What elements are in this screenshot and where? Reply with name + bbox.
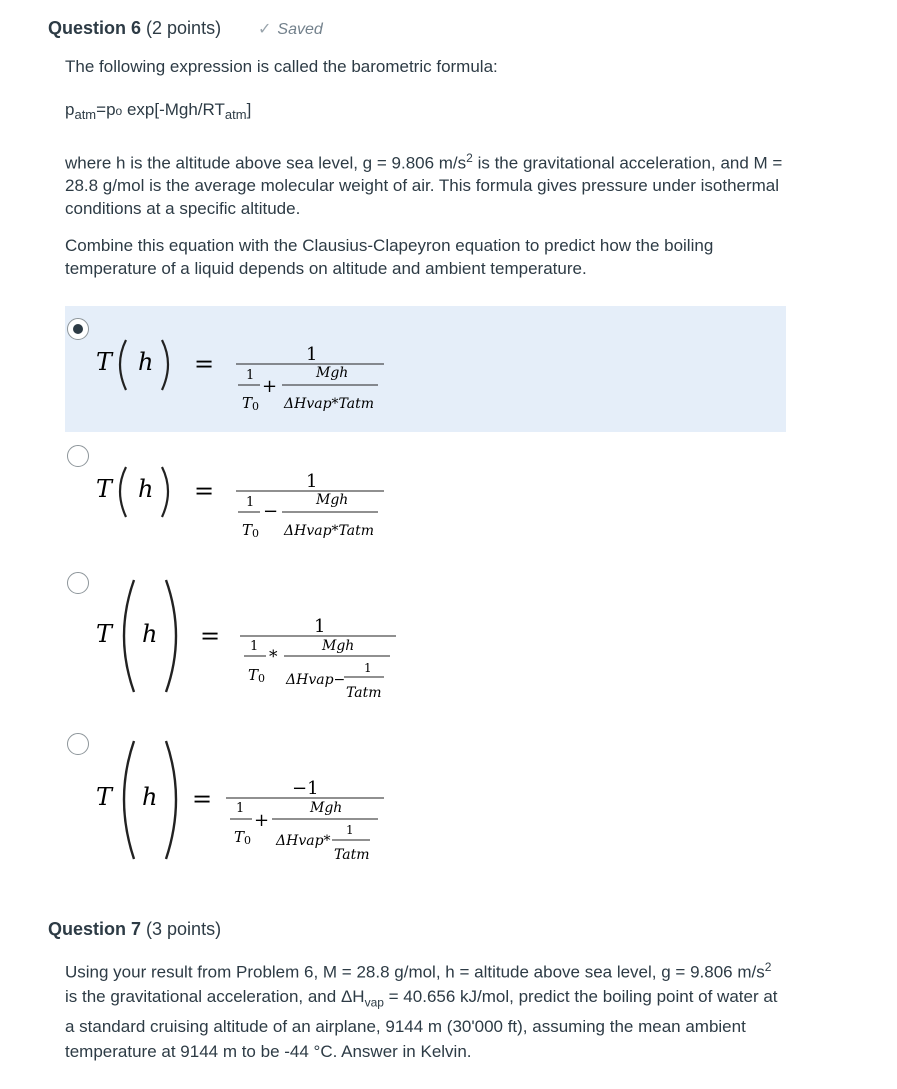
question-7-number: Question 7 (48, 919, 142, 939)
svg-text:ΔHvap*Tatm: ΔHvap*Tatm (284, 396, 375, 412)
svg-text:Tatm: Tatm (346, 685, 382, 701)
question-6-paragraph-1: where h is the altitude above sea level, g = 9.806 $m/s^2$ is the gravitational acceleration, and M = 28.8 g/mol is the average molecular weight of air. This formula gives pressure under isothermal conditions at a specific altitude. (65, 151, 783, 218)
option-2-equation[interactable] (88, 449, 398, 549)
svg-text:h: h (138, 475, 154, 503)
option-3-equation[interactable] (88, 576, 408, 706)
option-1-equation[interactable] (88, 322, 398, 422)
svg-text:ΔHvap*Tatm: ΔHvap*Tatm (284, 523, 375, 539)
svg-text:h: h (142, 783, 158, 811)
option-1-radio[interactable] (67, 318, 89, 340)
question-6-paragraph-2: Combine this equation with the Clausius-Clapeyron equation to predict how the boiling temperature of a liquid depends on altitude and ambient temperature. (65, 236, 714, 278)
svg-text:−: − (263, 501, 279, 522)
question-6-intro: The following expression is called the barometric formula: (65, 57, 498, 76)
option-2-radio[interactable] (67, 445, 89, 467)
svg-text:1: 1 (346, 823, 354, 837)
svg-text:1: 1 (246, 495, 255, 510)
question-6-header (48, 18, 221, 39)
svg-text:T: T (234, 828, 245, 846)
svg-text:1: 1 (246, 368, 255, 383)
question-7-text: Using your result from Problem 6, M = 28.8 g/mol, h = altitude above sea level, g = 9.806 $m/s^2$ is the gravitational acceleration, and $\Delta H_{vap} = 40.656$ kJ/mol, predict the boiling point of water at a standard cruising altitude of an airplane, 9144 m (30'000 ft), assuming the mean ambient temperature at 9144 m to be -44 °C. Answer in Kelvin. (65, 960, 778, 1061)
svg-text:T: T (96, 475, 113, 503)
svg-text:h: h (138, 348, 154, 376)
checkmark-icon: ✓ (258, 21, 272, 38)
svg-text:1: 1 (314, 616, 326, 637)
svg-text:+: + (254, 810, 270, 831)
svg-text:1: 1 (236, 801, 245, 816)
svg-text:1: 1 (306, 471, 318, 492)
svg-text:+: + (262, 376, 278, 397)
saved-status (258, 19, 323, 39)
svg-text:Mgh: Mgh (316, 492, 349, 508)
option-4-equation[interactable] (88, 735, 398, 865)
barometric-formula: $p_{atm}=po$ $\exp[-Mgh/RT_{atm}]$ (65, 100, 252, 122)
svg-text:T: T (242, 394, 253, 412)
svg-text:T: T (96, 348, 113, 376)
svg-text:1: 1 (364, 661, 372, 675)
svg-text:−1: −1 (292, 778, 319, 799)
option-3-radio[interactable] (67, 572, 89, 594)
question-6-points: (2 points) (146, 18, 222, 38)
svg-text:*: * (269, 647, 278, 667)
svg-text:Mgh: Mgh (316, 365, 349, 381)
svg-text:0: 0 (252, 400, 259, 413)
svg-text:=: = (194, 350, 215, 378)
saved-label: Saved (277, 21, 323, 38)
svg-text:T: T (248, 666, 259, 684)
svg-text:=: = (200, 622, 221, 650)
svg-text:ΔHvap*: ΔHvap* (276, 833, 331, 849)
svg-text:0: 0 (258, 672, 265, 685)
svg-text:0: 0 (252, 527, 259, 540)
svg-text:1: 1 (250, 639, 259, 654)
question-7-points: (3 points) (146, 919, 222, 939)
svg-text:T: T (96, 620, 113, 648)
svg-text:=: = (194, 477, 215, 505)
svg-text:=: = (192, 785, 213, 813)
question-7-header (48, 919, 221, 940)
svg-text:ΔHvap−: ΔHvap− (286, 672, 346, 688)
svg-text:T: T (96, 783, 113, 811)
svg-text:Tatm: Tatm (334, 847, 370, 863)
svg-text:Mgh: Mgh (322, 638, 355, 654)
svg-text:1: 1 (306, 344, 318, 365)
svg-text:T: T (242, 521, 253, 539)
svg-text:h: h (142, 620, 158, 648)
svg-text:0: 0 (244, 834, 251, 847)
svg-text:Mgh: Mgh (310, 800, 343, 816)
option-4-radio[interactable] (67, 733, 89, 755)
question-6-number: Question 6 (48, 18, 142, 38)
